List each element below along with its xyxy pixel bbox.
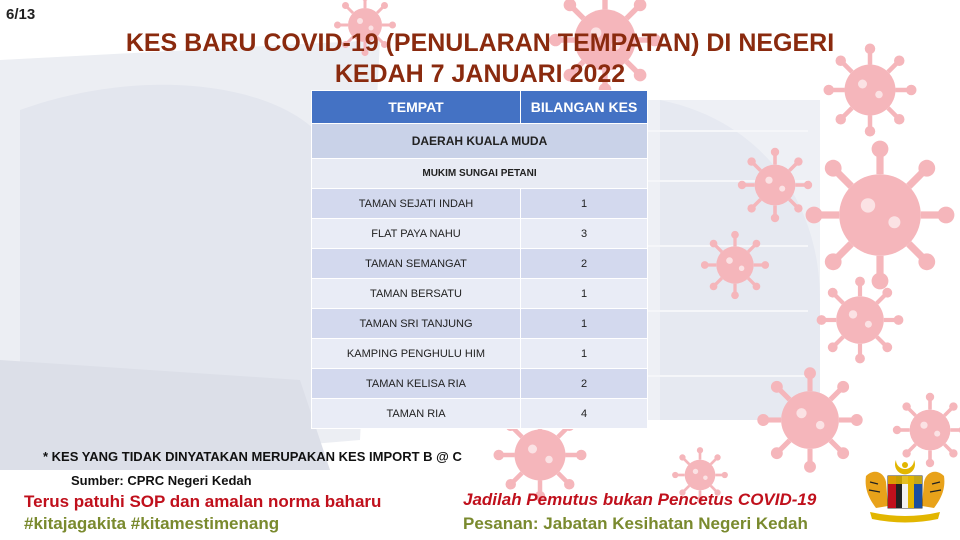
mukim-row (312, 159, 648, 189)
table-row (312, 279, 648, 309)
cell-count: 3 (521, 219, 648, 249)
table-row (312, 369, 648, 399)
mukim-name: MUKIM SUNGAI PETANI (312, 159, 648, 189)
cell-count: 1 (521, 279, 648, 309)
cell-place: FLAT PAYA NAHU (312, 219, 521, 249)
cell-place: TAMAN SEJATI INDAH (312, 189, 521, 219)
cases-table (311, 90, 648, 429)
table-row (312, 189, 648, 219)
table-row (312, 399, 648, 429)
cell-place: TAMAN KELISA RIA (312, 369, 521, 399)
cell-count: 2 (521, 249, 648, 279)
coat-of-arms-icon (860, 456, 950, 524)
cell-place: KAMPING PENGHULU HIM (312, 339, 521, 369)
table-header-row (312, 91, 648, 124)
table-row (312, 339, 648, 369)
header-place: TEMPAT (312, 91, 521, 124)
cell-place: TAMAN BERSATU (312, 279, 521, 309)
import-note: * KES YANG TIDAK DINYATAKAN MERUPAKAN KES IMPORT B @ C (43, 449, 462, 464)
table-row (312, 309, 648, 339)
sop-message: Terus patuhi SOP dan amalan norma baharu (24, 492, 382, 511)
title-line-1: KES BARU COVID-19 (PENULARAN TEMPATAN) DI NEGERI (125, 29, 835, 57)
source-text: Sumber: CPRC Negeri Kedah (71, 473, 252, 488)
cell-count: 1 (521, 309, 648, 339)
cell-place: TAMAN SRI TANJUNG (312, 309, 521, 339)
message-credit: Pesanan: Jabatan Kesihatan Negeri Kedah (463, 514, 808, 533)
header-count: BILANGAN KES (521, 91, 648, 124)
cell-count: 1 (521, 339, 648, 369)
cell-place: TAMAN RIA (312, 399, 521, 429)
table-row (312, 249, 648, 279)
page-title (120, 28, 840, 90)
table-row (312, 219, 648, 249)
cell-place: TAMAN SEMANGAT (312, 249, 521, 279)
cell-count: 2 (521, 369, 648, 399)
title-line-2: KEDAH 7 JANUARI 2022 (334, 60, 626, 88)
district-row (312, 124, 648, 159)
cell-count: 1 (521, 189, 648, 219)
cell-count: 4 (521, 399, 648, 429)
slogan: Jadilah Pemutus bukan Pencetus COVID-19 (463, 490, 817, 509)
page-indicator: 6/13 (6, 6, 36, 23)
district-name: DAERAH KUALA MUDA (312, 124, 648, 159)
hashtags: #kitajagakita #kitamestimenang (24, 514, 280, 533)
